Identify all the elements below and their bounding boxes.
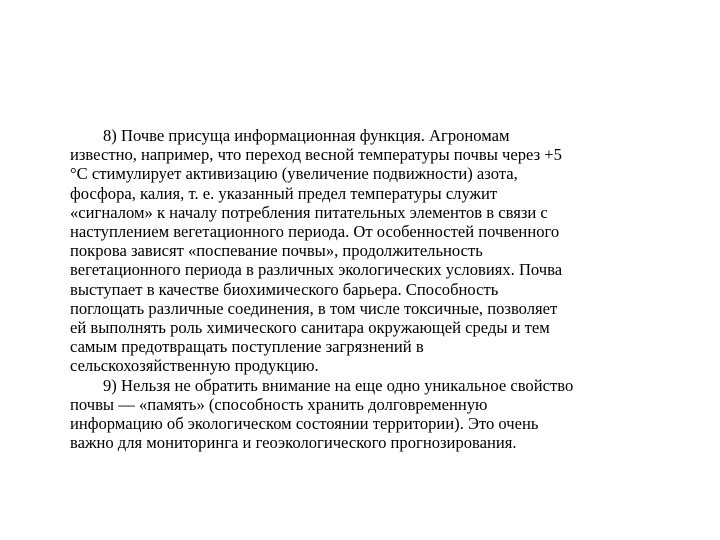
text-line: самым предотвращать поступление загрязнений в <box>70 337 424 357</box>
paragraph-8 <box>70 126 706 376</box>
text-line: выступает в качестве биохимического барьера. Способность <box>70 279 499 299</box>
text-line: вегетационного периода в различных экологических условиях. Почва <box>70 260 563 280</box>
text-block <box>70 126 706 452</box>
text-line: покрова зависят «поспевание почвы», продолжительность <box>70 241 483 261</box>
text-line: 8) Почве присуща информационная функция. Агрономам <box>103 126 510 145</box>
text-line: почвы — «память» (способность хранить долговременную <box>70 394 488 414</box>
text-line: °С стимулирует активизацию (увеличение подвижности) азота, <box>70 164 518 184</box>
text-line: наступлением вегетационного периода. От особенностей почвенного <box>70 222 560 242</box>
text-line: 9) Нельзя не обратить внимание на еще одно уникальное свойство <box>103 375 574 395</box>
text-line: фосфора, калия, т. е. указанный предел температуры служит <box>70 183 498 203</box>
text-line: известно, например, что переход весной температуры почвы через +5 <box>70 145 562 165</box>
paragraph-9 <box>70 376 706 453</box>
text-line: «сигналом» к началу потребления питательных элементов в связи с <box>70 202 548 222</box>
text-line: важно для мониторинга и геоэкологического прогнозирования. <box>70 433 517 453</box>
text-line: информацию об экологическом состоянии территории). Это очень <box>70 414 539 434</box>
text-line: ей выполнять роль химического санитара окружающей среды и тем <box>70 318 550 338</box>
text-line: поглощать различные соединения, в том числе токсичные, позволяет <box>70 298 558 318</box>
text-line: сельскохозяйственную продукцию. <box>70 356 319 376</box>
